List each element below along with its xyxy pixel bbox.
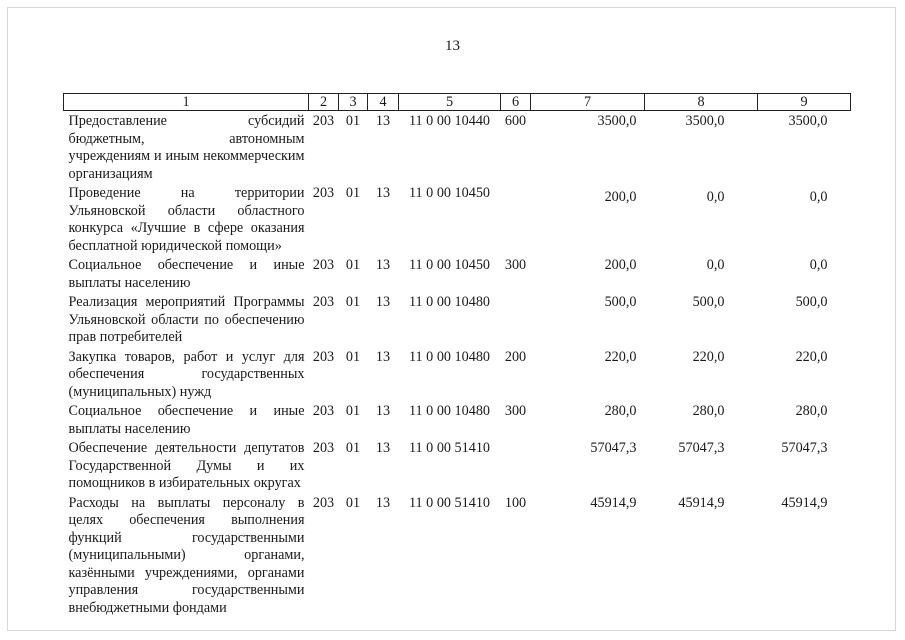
header-cell: 3 bbox=[339, 94, 368, 111]
table-row bbox=[64, 111, 851, 186]
code-cell: 100 bbox=[504, 494, 527, 511]
amount-cell: 280,0 bbox=[604, 403, 637, 419]
code-cell: 13 bbox=[375, 403, 391, 419]
page-number: 13 bbox=[445, 38, 460, 54]
amount-cell: 45914,9 bbox=[678, 494, 725, 511]
code-cell: 01 bbox=[345, 113, 361, 129]
amount-cell: 57047,3 bbox=[590, 440, 637, 456]
table-header bbox=[64, 94, 851, 111]
amount-cell: 280,0 bbox=[692, 403, 725, 419]
code-cell: 600 bbox=[504, 113, 527, 129]
code-cell: 11 0 00 10450 bbox=[408, 185, 491, 201]
code-cell: 01 bbox=[345, 403, 361, 419]
table-row bbox=[64, 257, 851, 294]
amount-cell: 500,0 bbox=[795, 294, 828, 310]
code-cell: 203 bbox=[312, 294, 335, 310]
code-cell: 300 bbox=[504, 257, 527, 273]
header-cell: 4 bbox=[368, 94, 399, 111]
amount-cell: 220,0 bbox=[604, 348, 637, 365]
code-cell: 11 0 00 10480 bbox=[408, 294, 491, 310]
code-cell: 01 bbox=[345, 257, 361, 273]
code-cell: 11 0 00 10440 bbox=[408, 113, 491, 129]
table-row bbox=[64, 495, 851, 618]
expense-name: Социальное обеспечение и иные выплаты населению bbox=[68, 257, 305, 291]
expense-name: Расходы на выплаты персоналу в целях обеспечения выполнения функций государственными (муниципальными) органами, казёнными учреждениями, органами управления государственными внебюджетными фондами bbox=[68, 494, 305, 616]
code-cell: 11 0 00 10480 bbox=[408, 348, 491, 365]
code-cell: 11 0 00 10480 bbox=[408, 403, 491, 419]
code-cell: 200 bbox=[504, 348, 527, 365]
expense-name: Закупка товаров, работ и услуг для обеспечения государственных (муниципальных) нужд bbox=[68, 348, 305, 400]
amount-cell: 57047,3 bbox=[781, 440, 828, 456]
code-cell: 203 bbox=[312, 440, 335, 456]
expense-name: Проведение на территории Ульяновской области областного конкурса «Лучшие в сфере оказания бесплатной юридической помощи» bbox=[68, 185, 305, 254]
amount-cell: 3500,0 bbox=[685, 113, 725, 129]
table-row bbox=[64, 185, 851, 257]
amount-cell: 500,0 bbox=[604, 294, 637, 310]
code-cell: 13 bbox=[375, 494, 391, 511]
header-row bbox=[64, 94, 851, 111]
code-cell: 11 0 00 10450 bbox=[408, 257, 491, 273]
header-cell: 5 bbox=[399, 94, 501, 111]
header-cell: 8 bbox=[645, 94, 758, 111]
amount-cell: 280,0 bbox=[795, 403, 828, 419]
amount-cell: 500,0 bbox=[692, 294, 725, 310]
amount-cell: 200,0 bbox=[604, 189, 637, 205]
code-cell: 13 bbox=[375, 185, 391, 201]
code-cell: 300 bbox=[504, 403, 527, 419]
amount-cell: 0,0 bbox=[809, 257, 828, 273]
expense-name: Предоставление субсидий бюджетным, автономным учреждениям и иным некоммерческим организациям bbox=[68, 113, 305, 182]
header-cell: 2 bbox=[309, 94, 339, 111]
code-cell bbox=[501, 294, 531, 349]
code-cell: 13 bbox=[375, 294, 391, 310]
amount-cell: 220,0 bbox=[795, 348, 828, 365]
amount-cell: 0,0 bbox=[706, 189, 725, 205]
code-cell: 01 bbox=[345, 494, 361, 511]
code-cell: 11 0 00 51410 bbox=[408, 440, 491, 456]
expense-name: Обеспечение деятельности депутатов Государственной Думы и их помощников в избирательных округах bbox=[68, 440, 305, 491]
code-cell: 203 bbox=[312, 494, 335, 511]
code-cell: 13 bbox=[375, 113, 391, 129]
budget-table bbox=[63, 93, 851, 617]
code-cell: 203 bbox=[312, 113, 335, 129]
header-cell: 9 bbox=[758, 94, 851, 111]
expense-name: Социальное обеспечение и иные выплаты населению bbox=[68, 403, 305, 437]
code-cell: 13 bbox=[375, 440, 391, 456]
code-cell: 13 bbox=[375, 257, 391, 273]
table-row bbox=[64, 294, 851, 349]
code-cell: 01 bbox=[345, 348, 361, 365]
header-cell: 6 bbox=[501, 94, 531, 111]
amount-cell: 200,0 bbox=[604, 257, 637, 273]
code-cell: 13 bbox=[375, 348, 391, 365]
code-cell: 01 bbox=[345, 440, 361, 456]
code-cell: 203 bbox=[312, 348, 335, 365]
code-cell: 203 bbox=[312, 257, 335, 273]
expense-name: Реализация мероприятий Программы Ульяновской области по обеспечению прав потребителей bbox=[68, 294, 305, 345]
amount-cell: 3500,0 bbox=[788, 113, 828, 129]
code-cell bbox=[501, 440, 531, 495]
amount-cell: 45914,9 bbox=[590, 494, 637, 511]
table-row bbox=[64, 403, 851, 440]
code-cell: 01 bbox=[345, 294, 361, 310]
table-row bbox=[64, 349, 851, 404]
header-cell: 1 bbox=[64, 94, 309, 111]
code-cell: 203 bbox=[312, 185, 335, 201]
table-row bbox=[64, 440, 851, 495]
amount-cell: 45914,9 bbox=[781, 494, 828, 511]
amount-cell: 0,0 bbox=[706, 257, 725, 273]
code-cell: 01 bbox=[345, 185, 361, 201]
code-cell: 11 0 00 51410 bbox=[408, 494, 491, 511]
amount-cell: 0,0 bbox=[809, 189, 828, 205]
code-cell bbox=[501, 185, 531, 257]
code-cell: 203 bbox=[312, 403, 335, 419]
amount-cell: 220,0 bbox=[692, 348, 725, 365]
amount-cell: 3500,0 bbox=[597, 113, 637, 129]
header-cell: 7 bbox=[531, 94, 645, 111]
amount-cell: 57047,3 bbox=[678, 440, 725, 456]
